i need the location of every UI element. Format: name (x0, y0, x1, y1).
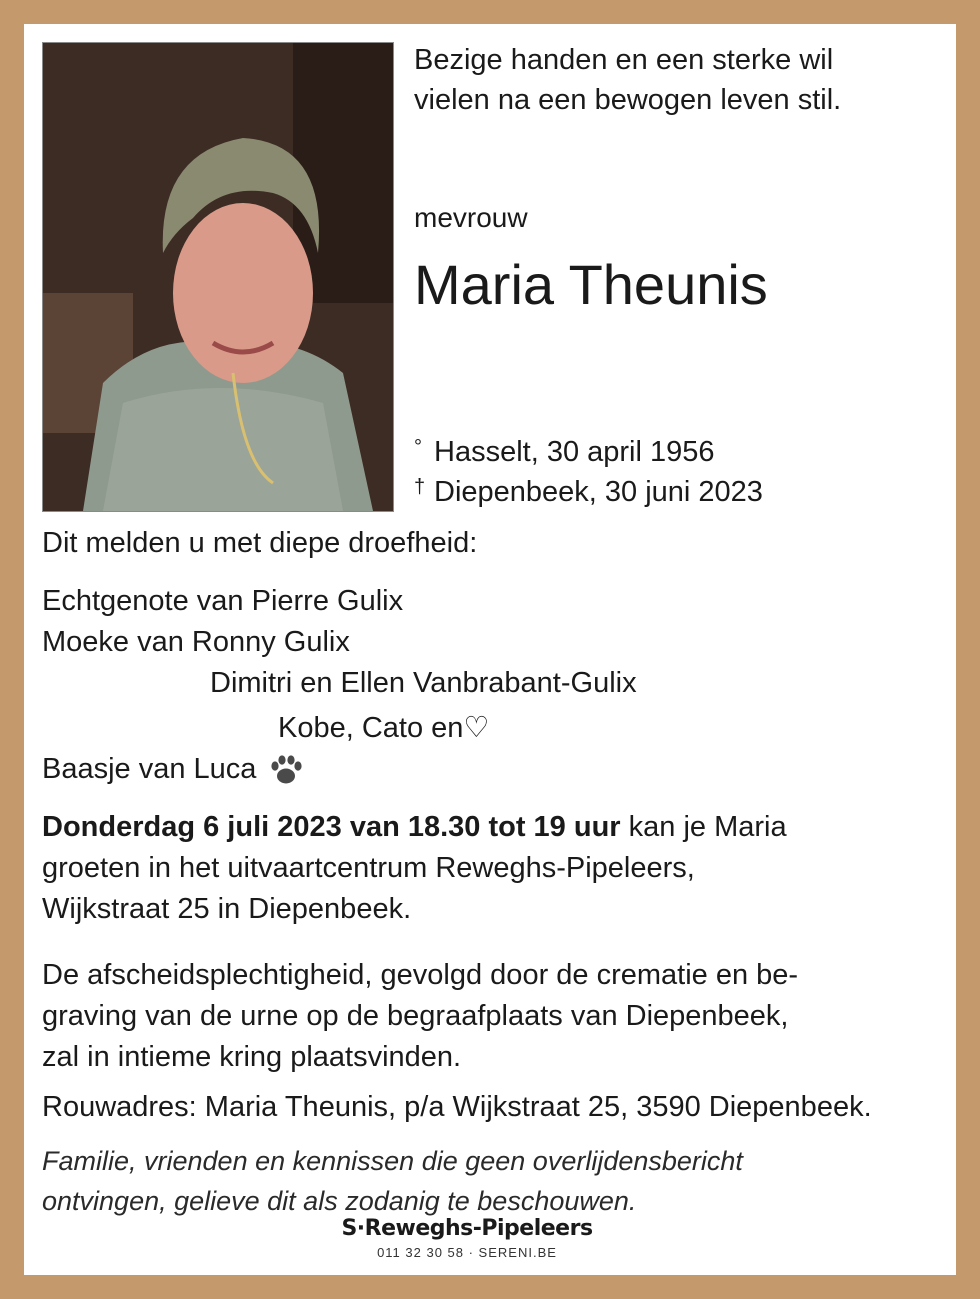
visitation-text-1: kan je Maria (620, 811, 787, 843)
ceremony-info (42, 955, 798, 1078)
quote-line-1: Bezige handen en een sterke wil (414, 44, 834, 76)
birth-date: Hasselt, 30 april 1956 (434, 436, 715, 468)
pet-text: Baasje van Luca (42, 753, 257, 785)
death-symbol: † (414, 476, 426, 498)
visitation-text-2: groeten in het uitvaartcentrum Reweghs-Pipeleers, (42, 852, 695, 884)
family-line-children-2: Dimitri en Ellen Vanbrabant-Gulix (210, 667, 637, 699)
family-line-grandchildren: Kobe, Cato en♡ (278, 712, 490, 744)
obituary-card (24, 24, 956, 1275)
honorific: mevrouw (414, 202, 528, 233)
birth-symbol: ° (414, 436, 422, 458)
notice-line-1: Familie, vrienden en kennissen die geen overlijdensbericht (42, 1146, 743, 1176)
family-line-pet (42, 749, 637, 790)
deceased-name: Maria Theunis (414, 253, 768, 316)
visitation-datetime: Donderdag 6 juli 2023 van 18.30 tot 19 uur (42, 811, 621, 843)
memorial-quote (414, 40, 841, 120)
ceremony-line-3: zal in intieme kring plaatsvinden. (42, 1041, 462, 1073)
funeral-home-footer (289, 1216, 645, 1275)
family-list (42, 581, 637, 790)
notice-line-2: ontvingen, gelieve dit als zodanig te beschouwen. (42, 1186, 637, 1216)
funeral-home-logo: S·Reweghs-Pipeleers (341, 1216, 593, 1241)
life-dates (414, 432, 763, 512)
announcement-intro: Dit melden u met diepe droefheid: (42, 527, 478, 559)
quote-line-2: vielen na een bewogen leven stil. (414, 84, 842, 116)
visitation-info (42, 807, 787, 930)
death-date: Diepenbeek, 30 juni 2023 (434, 476, 763, 508)
mourning-address: Rouwadres: Maria Theunis, p/a Wijkstraat 25, 3590 Diepenbeek. (42, 1091, 872, 1123)
family-line-spouse: Echtgenote van Pierre Gulix (42, 585, 404, 617)
paw-print-icon (268, 754, 304, 786)
visitation-text-3: Wijkstraat 25 in Diepenbeek. (42, 893, 412, 925)
notice-text (42, 1141, 743, 1221)
death-line (414, 472, 763, 512)
ceremony-line-2: graving van de urne op de begraafplaats van Diepenbeek, (42, 1000, 789, 1032)
portrait-photo (42, 42, 394, 512)
birth-line (414, 432, 763, 472)
funeral-home-contact: 011 32 30 58 · SERENI.BE (377, 1245, 557, 1260)
ceremony-line-1: De afscheidsplechtigheid, gevolgd door de crematie en be- (42, 959, 799, 991)
family-line-children: Moeke van Ronny Gulix (42, 626, 350, 658)
portrait-illustration (43, 43, 393, 511)
